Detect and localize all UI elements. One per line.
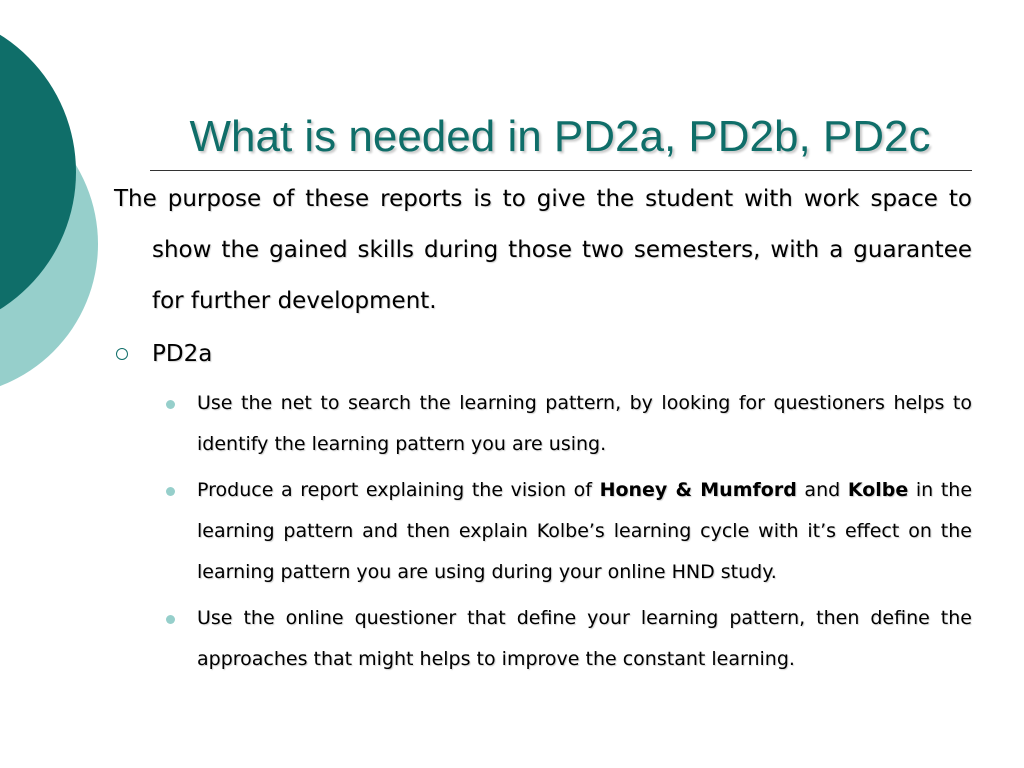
list-item-text: Use the net to search the learning pattern, by looking for questioners helps to identify the learning pattern you are using. xyxy=(197,392,972,455)
list-item-text-start: Produce a report explaining the vision of xyxy=(197,479,600,501)
list-item-text-end: in the learning pattern and then explain Kolbe’s learning cycle with it’s effect on the learning pattern you are using during your online HND study. xyxy=(197,479,973,583)
title-divider xyxy=(150,170,972,171)
list-item xyxy=(114,598,972,680)
filled-dot-icon xyxy=(166,400,175,409)
bold-term-kolbe: Kolbe xyxy=(847,479,909,501)
section-pd2a xyxy=(114,331,972,377)
hollow-circle-icon xyxy=(116,348,128,360)
filled-dot-icon xyxy=(166,487,175,496)
intro-paragraph: The purpose of these reports is to give the student with work space to show the gained skills during those two semesters, with a guarantee for further development. xyxy=(114,186,972,314)
list-item-text: Use the online questioner that define your learning pattern, then define the approaches that might helps to improve the constant learning. xyxy=(197,607,972,670)
section-heading: PD2a xyxy=(152,341,213,367)
list-item xyxy=(114,470,972,593)
filled-dot-icon xyxy=(166,615,175,624)
bold-term-honey-mumford: Honey & Mumford xyxy=(599,479,797,501)
slide-title: What is needed in PD2a, PD2b, PD2c xyxy=(189,112,931,161)
list-item xyxy=(114,383,972,465)
list-item-text-middle: and xyxy=(796,479,848,501)
pd2a-bullet-list xyxy=(114,383,972,680)
slide-body xyxy=(114,174,972,685)
